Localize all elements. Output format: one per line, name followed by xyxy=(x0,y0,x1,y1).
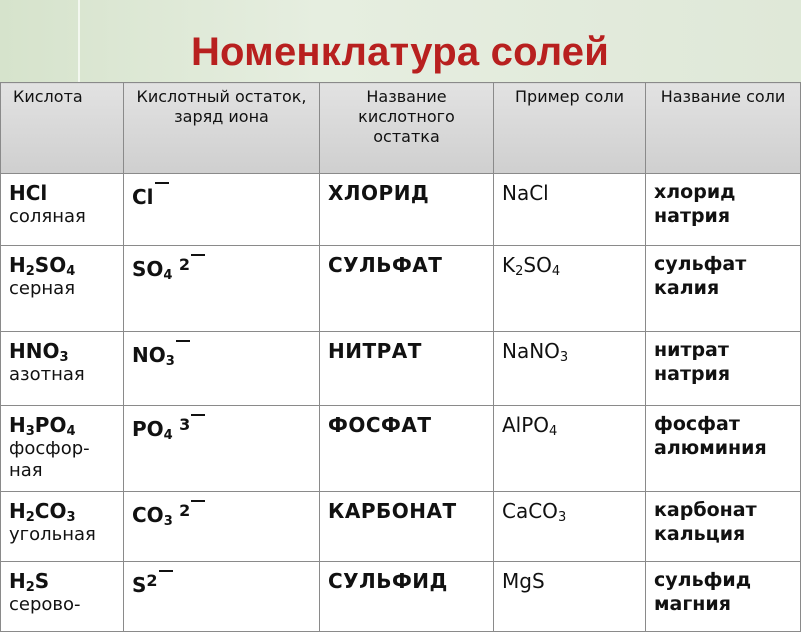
acid-formula xyxy=(9,338,115,364)
acid-formula xyxy=(9,568,115,594)
residue-cell xyxy=(124,562,320,632)
acid-formula-part: CO xyxy=(34,499,67,523)
table-row xyxy=(1,562,801,632)
ion-charge: 3 xyxy=(179,415,191,434)
header-salt-example: Пример соли xyxy=(494,83,646,174)
salt-formula-part: NaNO xyxy=(502,339,560,363)
salt-name-line: нитрат xyxy=(654,339,729,361)
acid-subscript: 4 xyxy=(66,424,76,439)
acid-cell xyxy=(1,406,124,492)
header-residue-name: Название кислотного остатка xyxy=(320,83,494,174)
table-header-row xyxy=(1,83,801,174)
salt-formula-part: CaCO xyxy=(502,499,558,523)
acid-formula xyxy=(9,498,115,524)
ion-formula: Cl xyxy=(132,185,154,209)
table-row xyxy=(1,492,801,562)
salt-subscript: 4 xyxy=(551,264,561,279)
acid-formula-part: PO xyxy=(34,413,67,437)
salt-name-cell xyxy=(646,562,801,632)
table-row xyxy=(1,246,801,332)
acid-subscript: 2 xyxy=(25,580,35,595)
acid-formula-part: H xyxy=(9,569,26,593)
acid-name: фосфор-ная xyxy=(9,438,90,481)
residue-name: СУЛЬФАТ xyxy=(328,253,443,277)
ion-formula: S xyxy=(132,573,147,597)
acid-name: соляная xyxy=(9,206,86,227)
salt-example-cell xyxy=(494,246,646,332)
salt-name-cell xyxy=(646,246,801,332)
acid-subscript: 3 xyxy=(59,350,69,365)
negative-charge-mark xyxy=(159,570,173,580)
header-salt-name: Название соли xyxy=(646,83,801,174)
acid-formula-part: HCl xyxy=(9,181,48,205)
acid-formula-part: HNO xyxy=(9,339,60,363)
salt-name-line: калия xyxy=(654,277,720,299)
acid-cell xyxy=(1,332,124,406)
residue-name-cell xyxy=(320,406,494,492)
salt-name-line: натрия xyxy=(654,205,731,227)
acid-cell xyxy=(1,246,124,332)
salt-subscript: 3 xyxy=(557,510,567,525)
salt-formula-part: MgS xyxy=(502,569,545,593)
acid-cell xyxy=(1,174,124,246)
table-row xyxy=(1,174,801,246)
salt-name-line: фосфат xyxy=(654,413,740,435)
acid-name: азотная xyxy=(9,364,85,385)
salt-example-cell xyxy=(494,174,646,246)
header-residue: Кислотный остаток, заряд иона xyxy=(124,83,320,174)
negative-charge-mark xyxy=(191,254,205,264)
residue-cell xyxy=(124,406,320,492)
acid-formula xyxy=(9,252,115,278)
ion-charge: 2 xyxy=(146,571,158,590)
header-acid: Кислота xyxy=(1,83,124,174)
acid-formula-part: H xyxy=(9,413,26,437)
salt-formula-part: NaCl xyxy=(502,181,549,205)
ion-formula: CO xyxy=(132,503,164,527)
salt-name-cell xyxy=(646,332,801,406)
salt-name-cell xyxy=(646,174,801,246)
salt-name-cell xyxy=(646,492,801,562)
salt-name-cell xyxy=(646,406,801,492)
page-title: Номенклатура солей xyxy=(190,30,610,74)
salt-subscript: 2 xyxy=(515,264,524,279)
salt-name-line: алюминия xyxy=(654,437,767,459)
acid-subscript: 2 xyxy=(25,264,35,279)
residue-cell xyxy=(124,174,320,246)
acid-subscript: 3 xyxy=(66,510,76,525)
acid-formula-part: SO xyxy=(34,253,67,277)
residue-name: ФОСФАТ xyxy=(328,413,432,437)
residue-name: ХЛОРИД xyxy=(328,181,430,205)
acid-subscript: 4 xyxy=(66,264,76,279)
residue-cell xyxy=(124,246,320,332)
ion-formula: SO xyxy=(132,257,164,281)
acid-subscript: 2 xyxy=(25,510,35,525)
negative-charge-mark xyxy=(176,340,190,350)
salt-example-cell xyxy=(494,492,646,562)
residue-name-cell xyxy=(320,246,494,332)
ion-subscript: 4 xyxy=(163,268,173,283)
salt-example-cell xyxy=(494,406,646,492)
residue-name-cell xyxy=(320,562,494,632)
acid-cell xyxy=(1,562,124,632)
ion-formula: PO xyxy=(132,417,164,441)
salt-formula-part: SO xyxy=(523,253,552,277)
residue-name-cell xyxy=(320,492,494,562)
acid-formula xyxy=(9,180,115,206)
salt-name-line: натрия xyxy=(654,363,731,385)
table-row xyxy=(1,332,801,406)
residue-cell xyxy=(124,492,320,562)
salt-formula-part: AlPO xyxy=(502,413,550,437)
residue-cell xyxy=(124,332,320,406)
acid-name: угольная xyxy=(9,524,96,545)
salt-name-line: карбонат xyxy=(654,499,757,521)
salt-nomenclature-table xyxy=(0,82,801,632)
salt-subscript: 4 xyxy=(549,424,558,439)
salt-name-line: магния xyxy=(654,593,731,615)
residue-name-cell xyxy=(320,332,494,406)
ion-subscript: 3 xyxy=(165,354,175,369)
negative-charge-mark xyxy=(191,414,205,424)
acid-formula-part: H xyxy=(9,253,26,277)
acid-formula-part: S xyxy=(34,569,50,593)
ion-subscript: 3 xyxy=(163,514,173,529)
salt-example-cell xyxy=(494,562,646,632)
residue-name: НИТРАТ xyxy=(328,339,422,363)
residue-name-cell xyxy=(320,174,494,246)
salt-example-cell xyxy=(494,332,646,406)
ion-formula: NO xyxy=(132,343,166,367)
table-row xyxy=(1,406,801,492)
salt-name-line: кальция xyxy=(654,523,746,545)
ion-subscript: 4 xyxy=(163,428,173,443)
acid-formula-part: H xyxy=(9,499,26,523)
negative-charge-mark xyxy=(191,500,205,510)
residue-name: СУЛЬФИД xyxy=(328,569,448,593)
acid-formula xyxy=(9,412,115,438)
salt-name-line: сульфат xyxy=(654,253,747,275)
acid-cell xyxy=(1,492,124,562)
salt-formula-part: K xyxy=(502,253,516,277)
ion-charge: 2 xyxy=(178,255,190,274)
salt-subscript: 3 xyxy=(559,350,569,365)
acid-subscript: 3 xyxy=(25,424,35,439)
acid-name: серная xyxy=(9,278,76,299)
residue-name: КАРБОНАТ xyxy=(328,499,457,523)
salt-name-line: хлорид xyxy=(654,181,736,203)
negative-charge-mark xyxy=(155,182,169,192)
salt-name-line: сульфид xyxy=(654,569,752,591)
acid-name: серово- xyxy=(9,594,81,615)
ion-charge: 2 xyxy=(179,501,191,520)
